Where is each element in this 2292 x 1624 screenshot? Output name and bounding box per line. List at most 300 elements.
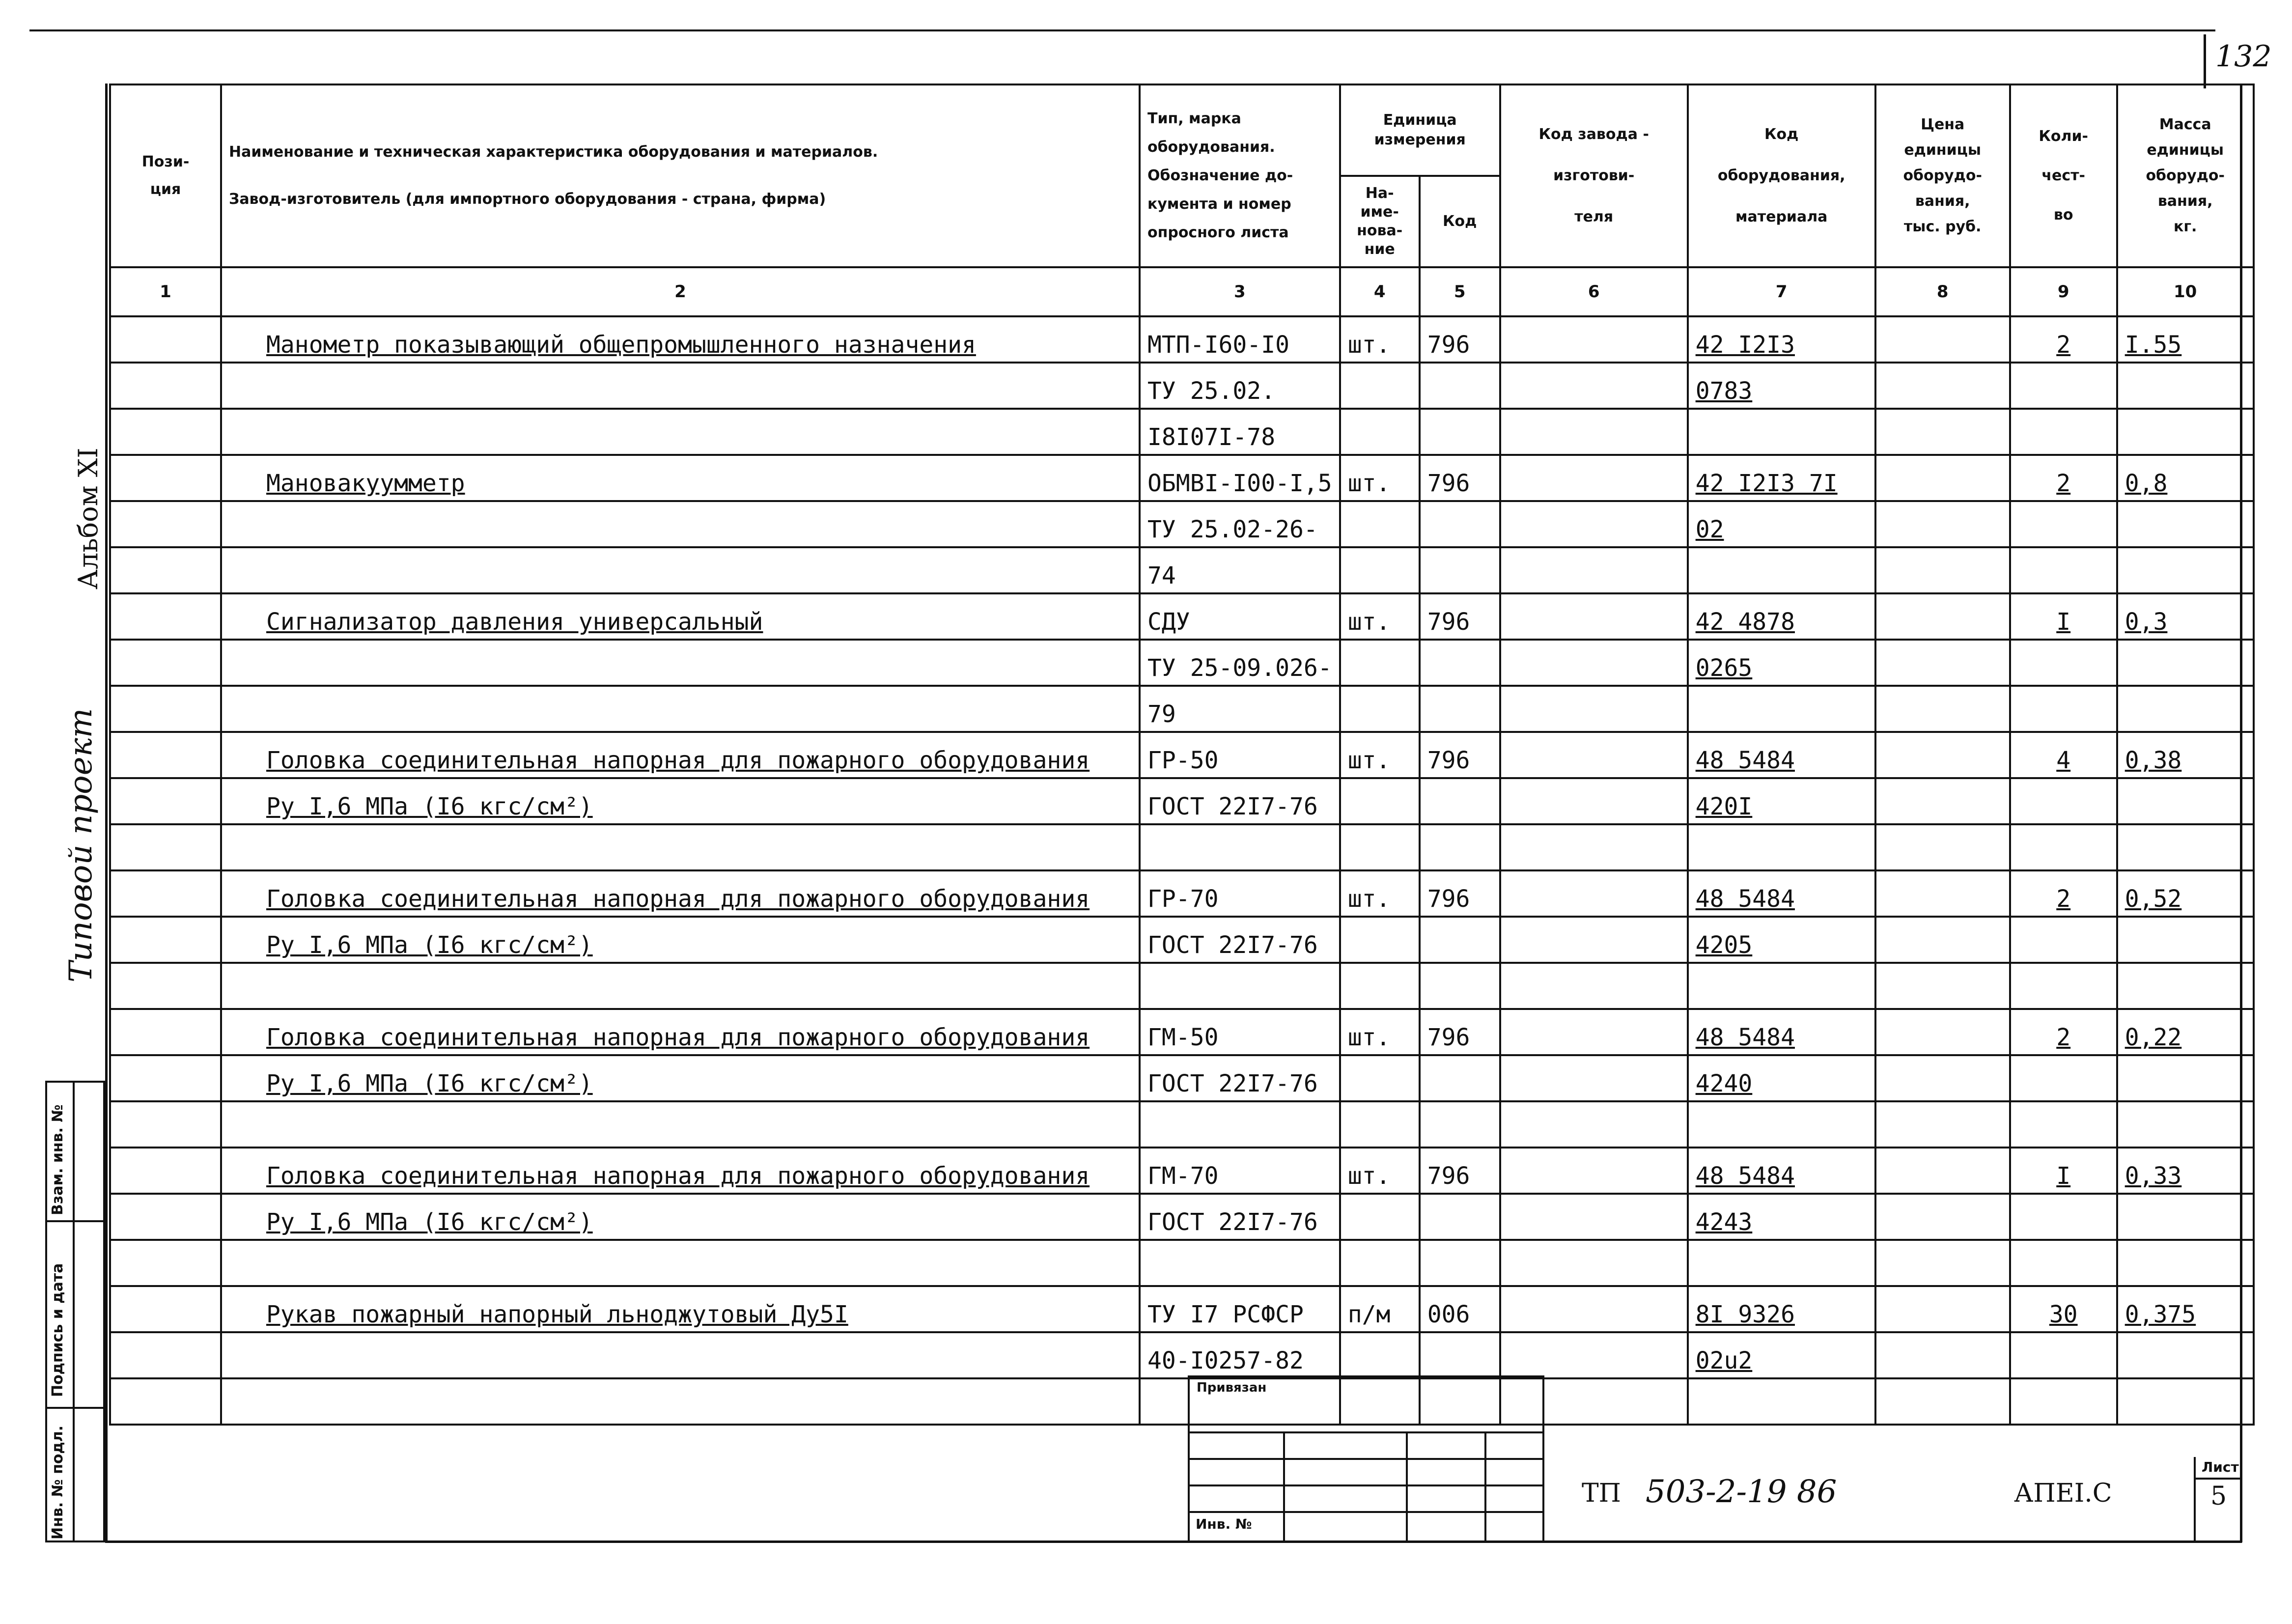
table-row: [110, 1286, 2254, 1332]
cell-col-1: [110, 455, 221, 501]
cell-col-10: [2117, 1055, 2254, 1101]
cell-col-2: Головка соединительная напорная для пожарного оборудования: [221, 870, 1140, 917]
header-quantity: Коли- чест- во: [2010, 84, 2117, 267]
cell-col-6: [1500, 1101, 1688, 1148]
cell-col-8: [1875, 963, 2010, 1009]
cell-col-4: шт.: [1340, 732, 1420, 778]
specification-table: [109, 84, 2255, 1426]
col-number: 5: [1420, 267, 1500, 316]
binding-label: Привязан: [1197, 1380, 1267, 1395]
cell-col-8: [1875, 1055, 2010, 1101]
cell-col-10: [2117, 409, 2254, 455]
cell-col-4: [1340, 1332, 1420, 1378]
cell-col-5: [1420, 963, 1500, 1009]
cell-col-10: 0,8: [2117, 455, 2254, 501]
table-row: [110, 640, 2254, 686]
cell-col-8: [1875, 1101, 2010, 1148]
cell-col-6: [1500, 824, 1688, 870]
cell-col-2: Мановакуумметр: [221, 455, 1140, 501]
col-number: 3: [1140, 267, 1340, 316]
cell-col-8: [1875, 824, 2010, 870]
table-row: [110, 1101, 2254, 1148]
cell-col-3: 74: [1140, 547, 1340, 593]
cell-col-1: [110, 1194, 221, 1240]
cell-col-7: 48 5484: [1688, 732, 1875, 778]
cell-col-10: [2117, 1101, 2254, 1148]
cell-col-1: [110, 778, 221, 824]
cell-col-3: ОБМВI-I00-I,5: [1140, 455, 1340, 501]
table-row: [110, 870, 2254, 917]
cell-col-7: 8I 9326: [1688, 1286, 1875, 1332]
cell-col-3: [1140, 1240, 1340, 1286]
cell-col-7: [1688, 824, 1875, 870]
cell-col-4: [1340, 686, 1420, 732]
cell-col-9: [2010, 686, 2117, 732]
cell-col-9: [2010, 409, 2117, 455]
cell-col-9: 2: [2010, 316, 2117, 363]
header-price: Цена единицы оборудо- вания, тыс. руб.: [1875, 84, 2010, 267]
cell-col-1: [110, 363, 221, 409]
cell-col-3: ГР-50: [1140, 732, 1340, 778]
cell-col-2: Ру I,6 МПа (I6 кгс/см²): [221, 1194, 1140, 1240]
table-row: [110, 593, 2254, 640]
cell-col-9: [2010, 363, 2117, 409]
cell-col-3: ГОСТ 22I7-76: [1140, 1194, 1340, 1240]
table-row: [110, 732, 2254, 778]
cell-col-10: [2117, 547, 2254, 593]
cell-col-9: 2: [2010, 1009, 2117, 1055]
cell-col-6: [1500, 1148, 1688, 1194]
cell-col-7: 0265: [1688, 640, 1875, 686]
header-unit-code: Код: [1420, 176, 1500, 267]
cell-col-5: [1420, 501, 1500, 547]
cell-col-2: [221, 1378, 1140, 1425]
cell-col-10: [2117, 501, 2254, 547]
cell-col-10: [2117, 1378, 2254, 1425]
table-row: [110, 1378, 2254, 1425]
cell-col-10: 0,3: [2117, 593, 2254, 640]
cell-col-6: [1500, 409, 1688, 455]
album-code: АПЕI.С: [2014, 1479, 2112, 1508]
cell-col-10: [2117, 686, 2254, 732]
cell-col-2: Головка соединительная напорная для пожарного оборудования: [221, 1009, 1140, 1055]
cell-col-1: [110, 547, 221, 593]
table-row: [110, 1332, 2254, 1378]
cell-col-2: [221, 363, 1140, 409]
page-number: 132: [2215, 39, 2272, 74]
cell-col-10: [2117, 824, 2254, 870]
table-row: [110, 547, 2254, 593]
cell-col-3: [1140, 1101, 1340, 1148]
sheet-label: Лист: [2202, 1459, 2239, 1475]
cell-col-4: [1340, 824, 1420, 870]
cell-col-4: [1340, 409, 1420, 455]
cell-col-10: [2117, 363, 2254, 409]
cell-col-2: [221, 1101, 1140, 1148]
cell-col-4: [1340, 778, 1420, 824]
cell-col-7: 48 5484: [1688, 870, 1875, 917]
cell-col-2: Ру I,6 МПа (I6 кгс/см²): [221, 778, 1140, 824]
cell-col-9: [2010, 640, 2117, 686]
col-number: 2: [221, 267, 1140, 316]
cell-col-7: 02: [1688, 501, 1875, 547]
col-number: 1: [110, 267, 221, 316]
cell-col-7: 48 5484: [1688, 1148, 1875, 1194]
cell-col-7: [1688, 1101, 1875, 1148]
cell-col-4: шт.: [1340, 1009, 1420, 1055]
cell-col-10: 0,33: [2117, 1148, 2254, 1194]
cell-col-9: [2010, 778, 2117, 824]
cell-col-9: I: [2010, 593, 2117, 640]
project-label: Типовой проект: [63, 708, 99, 982]
inv-number-label: Инв. №: [1196, 1516, 1252, 1532]
cell-col-7: [1688, 1240, 1875, 1286]
cell-col-3: ТУ 25.02.: [1140, 363, 1340, 409]
frame-right: [2240, 84, 2242, 1542]
cell-col-8: [1875, 1148, 2010, 1194]
col-number: 6: [1500, 267, 1688, 316]
table-row: [110, 455, 2254, 501]
cell-col-5: 796: [1420, 1148, 1500, 1194]
cell-col-8: [1875, 593, 2010, 640]
inv-no-label: Взам. инв. №: [49, 1104, 66, 1215]
cell-col-7: 02u2: [1688, 1332, 1875, 1378]
cell-col-6: [1500, 686, 1688, 732]
cell-col-5: 796: [1420, 455, 1500, 501]
cell-col-5: 006: [1420, 1286, 1500, 1332]
col-number: 7: [1688, 267, 1875, 316]
cell-col-7: [1688, 547, 1875, 593]
cell-col-4: шт.: [1340, 870, 1420, 917]
cell-col-9: 30: [2010, 1286, 2117, 1332]
cell-col-7: 4243: [1688, 1194, 1875, 1240]
cell-col-3: ТУ 25-09.026-: [1140, 640, 1340, 686]
cell-col-4: [1340, 1055, 1420, 1101]
cell-col-8: [1875, 501, 2010, 547]
cell-col-4: п/м: [1340, 1286, 1420, 1332]
cell-col-3: ТУ 25.02-26-: [1140, 501, 1340, 547]
table-row: [110, 917, 2254, 963]
cell-col-1: [110, 1101, 221, 1148]
cell-col-7: [1688, 686, 1875, 732]
cell-col-3: ГМ-70: [1140, 1148, 1340, 1194]
cell-col-3: I8I07I-78: [1140, 409, 1340, 455]
cell-col-1: [110, 409, 221, 455]
cell-col-10: [2117, 778, 2254, 824]
cell-col-10: [2117, 1194, 2254, 1240]
cell-col-6: [1500, 1240, 1688, 1286]
cell-col-7: [1688, 963, 1875, 1009]
cell-col-2: [221, 1240, 1140, 1286]
cell-col-3: ГОСТ 22I7-76: [1140, 778, 1340, 824]
cell-col-8: [1875, 363, 2010, 409]
cell-col-1: [110, 870, 221, 917]
cell-col-6: [1500, 1055, 1688, 1101]
cell-col-6: [1500, 501, 1688, 547]
col-number: 8: [1875, 267, 2010, 316]
cell-col-1: [110, 1286, 221, 1332]
cell-col-4: шт.: [1340, 593, 1420, 640]
cell-col-1: [110, 1148, 221, 1194]
cell-col-10: 0,38: [2117, 732, 2254, 778]
cell-col-3: МТП-I60-I0: [1140, 316, 1340, 363]
cell-col-1: [110, 917, 221, 963]
cell-col-5: [1420, 1055, 1500, 1101]
cell-col-6: [1500, 963, 1688, 1009]
cell-col-3: ГОСТ 22I7-76: [1140, 917, 1340, 963]
cell-col-4: [1340, 501, 1420, 547]
table-row: [110, 1240, 2254, 1286]
cell-col-5: [1420, 1240, 1500, 1286]
cell-col-1: [110, 1378, 221, 1425]
cell-col-7: 0783: [1688, 363, 1875, 409]
cell-col-5: [1420, 686, 1500, 732]
cell-col-8: [1875, 409, 2010, 455]
cell-col-2: Манометр показывающий общепромышленного назначения: [221, 316, 1140, 363]
cell-col-6: [1500, 455, 1688, 501]
cell-col-7: [1688, 409, 1875, 455]
sheet-number: 5: [2210, 1482, 2227, 1511]
cell-col-1: [110, 501, 221, 547]
cell-col-7: 4240: [1688, 1055, 1875, 1101]
column-number-row: [110, 267, 2254, 316]
cell-col-6: [1500, 917, 1688, 963]
cell-col-6: [1500, 1332, 1688, 1378]
cell-col-3: ГМ-50: [1140, 1009, 1340, 1055]
cell-col-9: [2010, 1240, 2117, 1286]
cell-col-5: 796: [1420, 593, 1500, 640]
cell-col-9: [2010, 1194, 2117, 1240]
cell-col-8: [1875, 1240, 2010, 1286]
cell-col-8: [1875, 640, 2010, 686]
cell-col-3: 79: [1140, 686, 1340, 732]
cell-col-6: [1500, 547, 1688, 593]
cell-col-4: [1340, 917, 1420, 963]
cell-col-4: [1340, 363, 1420, 409]
cell-col-9: [2010, 824, 2117, 870]
cell-col-5: 796: [1420, 1009, 1500, 1055]
cell-col-10: [2117, 1332, 2254, 1378]
cell-col-5: 796: [1420, 870, 1500, 917]
sheet-box: [2194, 1457, 2242, 1542]
cell-col-8: [1875, 547, 2010, 593]
table-row: [110, 363, 2254, 409]
cell-col-3: ТУ I7 РСФСР: [1140, 1286, 1340, 1332]
tp-prefix: ТП: [1582, 1479, 1621, 1508]
cell-col-2: [221, 824, 1140, 870]
cell-col-1: [110, 593, 221, 640]
cell-col-5: [1420, 1101, 1500, 1148]
cell-col-2: [221, 640, 1140, 686]
cell-col-10: I.55: [2117, 316, 2254, 363]
cell-col-10: 0,52: [2117, 870, 2254, 917]
cell-col-4: [1340, 963, 1420, 1009]
cell-col-7: [1688, 1378, 1875, 1425]
cell-col-9: 2: [2010, 455, 2117, 501]
cell-col-4: [1340, 1240, 1420, 1286]
cell-col-5: [1420, 824, 1500, 870]
cell-col-3: [1140, 963, 1340, 1009]
page-number-divider: [2204, 34, 2206, 88]
cell-col-2: Ру I,6 МПа (I6 кгс/см²): [221, 917, 1140, 963]
table-row: [110, 501, 2254, 547]
binding-stamp: [1188, 1375, 1544, 1542]
cell-col-1: [110, 824, 221, 870]
cell-col-4: [1340, 547, 1420, 593]
cell-col-8: [1875, 732, 2010, 778]
cell-col-5: [1420, 547, 1500, 593]
cell-col-8: [1875, 316, 2010, 363]
cell-col-1: [110, 732, 221, 778]
cell-col-6: [1500, 593, 1688, 640]
table-row: [110, 1055, 2254, 1101]
cell-col-2: Рукав пожарный напорный льноджутовый Ду5I: [221, 1286, 1140, 1332]
table-row: [110, 1148, 2254, 1194]
frame-bottom: [105, 1540, 2242, 1543]
cell-col-2: [221, 686, 1140, 732]
cell-col-2: Ру I,6 МПа (I6 кгс/см²): [221, 1055, 1140, 1101]
table-row: [110, 778, 2254, 824]
cell-col-5: [1420, 409, 1500, 455]
cell-col-1: [110, 640, 221, 686]
table-row: [110, 1009, 2254, 1055]
col-number: 9: [2010, 267, 2117, 316]
table-row: [110, 824, 2254, 870]
cell-col-8: [1875, 1332, 2010, 1378]
cell-col-5: [1420, 640, 1500, 686]
cell-col-8: [1875, 1194, 2010, 1240]
sign-label: Подпись и дата: [49, 1263, 66, 1397]
table-row: [110, 1194, 2254, 1240]
tp-number: 503-2-19 86: [1646, 1474, 1837, 1510]
cell-col-9: [2010, 1055, 2117, 1101]
cell-col-3: ГОСТ 22I7-76: [1140, 1055, 1340, 1101]
header-unit: Единица измерения: [1340, 84, 1500, 176]
cell-col-1: [110, 1240, 221, 1286]
left-stamp: [45, 1081, 105, 1542]
cell-col-7: 42 I2I3: [1688, 316, 1875, 363]
cell-col-2: [221, 547, 1140, 593]
header-name: Наименование и техническая характеристика оборудования и материалов. Завод-изготовитель (для импортного оборудования - страна, фирма): [221, 84, 1140, 267]
cell-col-8: [1875, 1378, 2010, 1425]
album-label: Альбом XI: [73, 448, 104, 589]
cell-col-6: [1500, 1286, 1688, 1332]
cell-col-2: [221, 963, 1140, 1009]
cell-col-8: [1875, 778, 2010, 824]
cell-col-1: [110, 316, 221, 363]
cell-col-5: [1420, 1194, 1500, 1240]
cell-col-5: [1420, 917, 1500, 963]
cell-col-5: [1420, 1332, 1500, 1378]
cell-col-1: [110, 963, 221, 1009]
cell-col-7: 42 4878: [1688, 593, 1875, 640]
table-row: [110, 686, 2254, 732]
cell-col-2: [221, 501, 1140, 547]
cell-col-10: 0,22: [2117, 1009, 2254, 1055]
cell-col-7: 42 I2I3 7I: [1688, 455, 1875, 501]
cell-col-9: [2010, 917, 2117, 963]
header-unit-name: На- име- нова- ние: [1340, 176, 1420, 267]
top-rule: [29, 29, 2215, 31]
cell-col-2: Головка соединительная напорная для пожарного оборудования: [221, 732, 1140, 778]
cell-col-6: [1500, 732, 1688, 778]
cell-col-4: шт.: [1340, 455, 1420, 501]
cell-col-10: [2117, 1240, 2254, 1286]
cell-col-10: 0,375: [2117, 1286, 2254, 1332]
cell-col-8: [1875, 455, 2010, 501]
cell-col-4: [1340, 1194, 1420, 1240]
cell-col-2: [221, 409, 1140, 455]
cell-col-9: I: [2010, 1148, 2117, 1194]
cell-col-9: [2010, 547, 2117, 593]
cell-col-8: [1875, 1286, 2010, 1332]
cell-col-4: шт.: [1340, 316, 1420, 363]
header-type: Тип, марка оборудования. Обозначение до- кумента и номер опросного листа: [1140, 84, 1340, 267]
cell-col-4: шт.: [1340, 1148, 1420, 1194]
cell-col-3: СДУ: [1140, 593, 1340, 640]
cell-col-1: [110, 686, 221, 732]
header-mass: Масса единицы оборудо- вания, кг.: [2117, 84, 2254, 267]
col-number: 4: [1340, 267, 1420, 316]
cell-col-10: [2117, 963, 2254, 1009]
cell-col-3: 40-I0257-82: [1140, 1332, 1340, 1378]
cell-col-8: [1875, 870, 2010, 917]
cell-col-1: [110, 1055, 221, 1101]
cell-col-7: 420I: [1688, 778, 1875, 824]
cell-col-8: [1875, 686, 2010, 732]
frame-left: [105, 84, 108, 1542]
cell-col-2: Головка соединительная напорная для пожарного оборудования: [221, 1148, 1140, 1194]
cell-col-6: [1500, 1009, 1688, 1055]
cell-col-2: Сигнализатор давления универсальный: [221, 593, 1140, 640]
cell-col-9: [2010, 1101, 2117, 1148]
cell-col-10: [2117, 917, 2254, 963]
cell-col-2: [221, 1332, 1140, 1378]
cell-col-5: 796: [1420, 316, 1500, 363]
cell-col-7: 48 5484: [1688, 1009, 1875, 1055]
cell-col-6: [1500, 1194, 1688, 1240]
cell-col-1: [110, 1332, 221, 1378]
cell-col-6: [1500, 778, 1688, 824]
cell-col-9: 4: [2010, 732, 2117, 778]
cell-col-5: [1420, 363, 1500, 409]
table-row: [110, 409, 2254, 455]
cell-col-3: ГР-70: [1140, 870, 1340, 917]
cell-col-9: [2010, 1378, 2117, 1425]
orig-inv-label: Инв. № подл.: [49, 1425, 66, 1540]
cell-col-3: [1140, 824, 1340, 870]
cell-col-5: [1420, 778, 1500, 824]
cell-col-9: [2010, 1332, 2117, 1378]
header-factory-code: Код завода - изготови- теля: [1500, 84, 1688, 267]
table-row: [110, 963, 2254, 1009]
table-row: [110, 316, 2254, 363]
cell-col-6: [1500, 363, 1688, 409]
cell-col-6: [1500, 640, 1688, 686]
header-position: Пози- ция: [110, 84, 221, 267]
col-number: 10: [2117, 267, 2254, 316]
cell-col-6: [1500, 870, 1688, 917]
cell-col-4: [1340, 640, 1420, 686]
cell-col-9: [2010, 501, 2117, 547]
cell-col-8: [1875, 1009, 2010, 1055]
cell-col-6: [1500, 316, 1688, 363]
cell-col-8: [1875, 917, 2010, 963]
cell-col-10: [2117, 640, 2254, 686]
cell-col-9: [2010, 963, 2117, 1009]
cell-col-1: [110, 1009, 221, 1055]
cell-col-5: 796: [1420, 732, 1500, 778]
